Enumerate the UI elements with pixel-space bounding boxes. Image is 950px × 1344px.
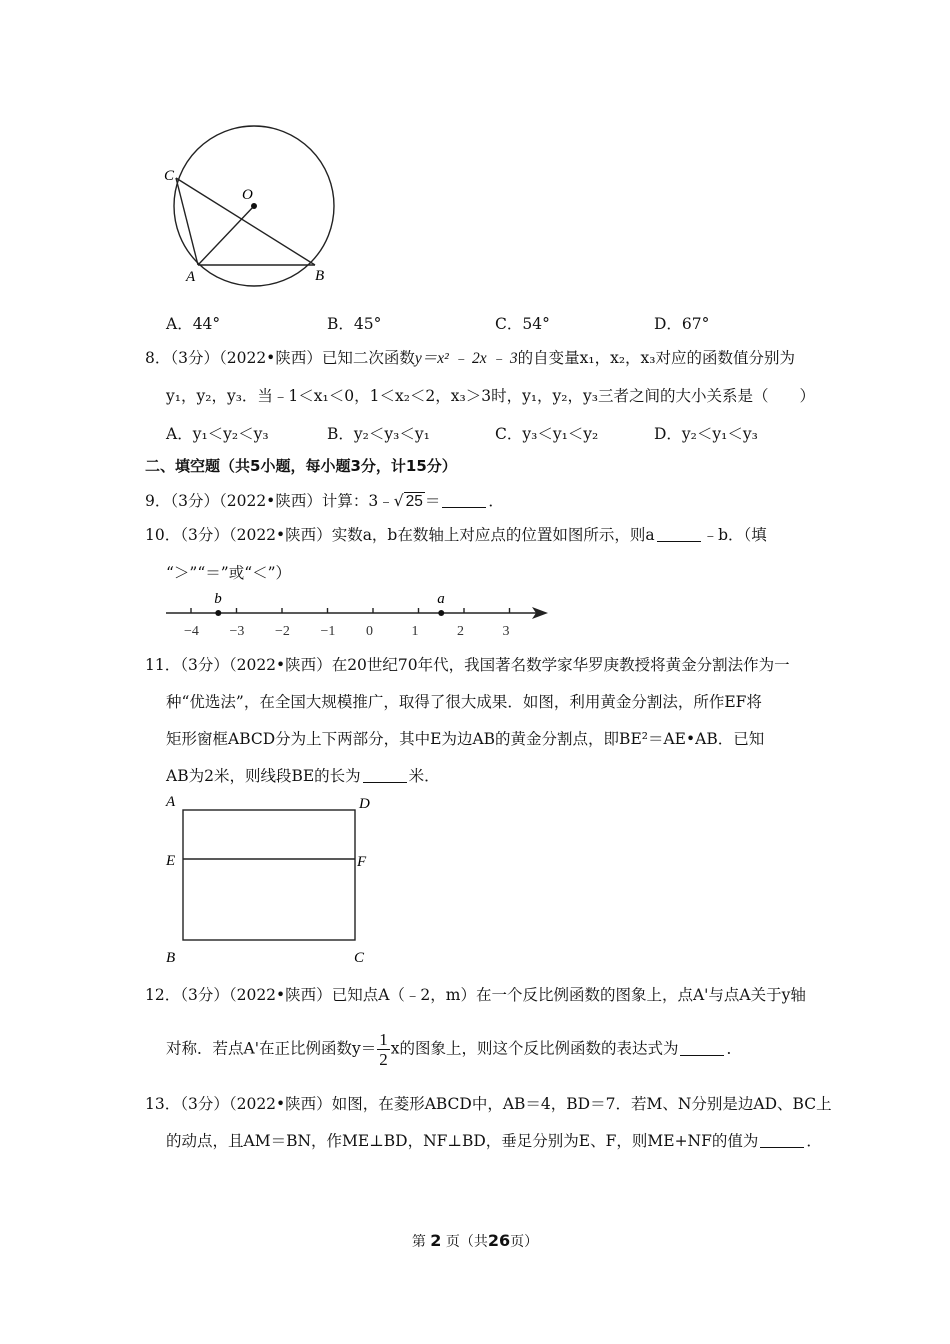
footer-prefix: 第 bbox=[411, 1234, 426, 1250]
q8-option-c[interactable]: C．y₃＜y₁＜y₂ bbox=[495, 425, 599, 443]
radius-oa bbox=[198, 206, 254, 265]
q8-number: 8． bbox=[145, 349, 171, 367]
point-label-a: a bbox=[437, 591, 445, 607]
label-c: C bbox=[354, 950, 365, 966]
q11-line4-end: 米． bbox=[408, 767, 440, 785]
q7-option-d[interactable]: D．67° bbox=[654, 315, 710, 333]
q12-meta: （3分）（2022•陕西） bbox=[180, 986, 332, 1004]
center-point bbox=[251, 203, 257, 209]
page-footer bbox=[0, 1231, 950, 1251]
q8-function: y＝x² ﹣ 2x ﹣ 3 bbox=[414, 350, 518, 367]
axis-tick-label: −4 bbox=[184, 624, 199, 639]
q11-line4-text: AB为2米，则线段BE的长为 bbox=[166, 767, 361, 785]
footer-page-number: 2 bbox=[430, 1231, 442, 1250]
axis-tick-label: 1 bbox=[411, 624, 419, 639]
q10-line2: “＞”“＝”或“＜”） bbox=[166, 564, 292, 582]
q12-line2-tail: x的图象上，则这个反比例函数的表达式为 bbox=[390, 1039, 679, 1058]
q12-text: 已知点A（﹣2，m）在一个反比例函数的图象上，点A'与点A关于y轴 bbox=[331, 986, 806, 1004]
footer-mid: 页（共 bbox=[445, 1234, 488, 1250]
q13-meta: （3分）（2022•陕西） bbox=[180, 1095, 332, 1113]
number-line bbox=[160, 588, 560, 644]
q8-option-b[interactable]: B．y₂＜y₃＜y₁ bbox=[327, 425, 430, 443]
q9-eq: ＝ bbox=[424, 492, 441, 510]
q13-line1 bbox=[145, 1092, 832, 1114]
q12-frac-den: 2 bbox=[379, 1050, 388, 1069]
q8-option-d[interactable]: D．y₂＜y₁＜y₃ bbox=[654, 425, 758, 443]
label-o: O bbox=[242, 187, 253, 203]
q9-line bbox=[145, 489, 504, 511]
q12-line1 bbox=[145, 983, 806, 1005]
q11-line3: 矩形窗框ABCD分为上下两部分，其中E为边AB的黄金分割点，即BE²＝AE•AB．已知 bbox=[166, 730, 765, 748]
rectangle-figure bbox=[160, 790, 390, 970]
label-d: D bbox=[359, 796, 370, 812]
q13-text: 如图，在菱形ABCD中，AB＝4，BD＝7．若M、N分别是边AD、BC上 bbox=[331, 1095, 832, 1113]
point-b bbox=[215, 610, 221, 616]
q12-line2 bbox=[166, 1030, 742, 1069]
q12-line2-text: 对称．若点A'在正比例函数y＝ bbox=[166, 1039, 377, 1058]
q12-number: 12． bbox=[145, 986, 181, 1004]
q10-number: 10． bbox=[145, 526, 181, 544]
section-heading: 二、填空题（共5小题，每小题3分，计15分） bbox=[145, 457, 457, 475]
point-a bbox=[438, 610, 444, 616]
q10-meta: （3分）（2022•陕西） bbox=[180, 526, 332, 544]
axis-tick-label: 0 bbox=[366, 624, 373, 639]
q11-line4 bbox=[166, 764, 440, 786]
q8-text-tail: 的自变量x₁，x₂，x₃对应的函数值分别为 bbox=[517, 349, 796, 367]
q10-answer-blank[interactable] bbox=[657, 527, 701, 542]
q12-fraction bbox=[377, 1030, 390, 1069]
q7-option-b[interactable]: B．45° bbox=[327, 315, 382, 333]
label-a: A bbox=[186, 269, 196, 285]
axis-tick-label: 3 bbox=[502, 624, 510, 639]
chord-ca bbox=[176, 178, 198, 265]
axis-tick-label: −2 bbox=[275, 624, 290, 639]
label-c: C bbox=[164, 168, 175, 184]
q11-answer-blank[interactable] bbox=[363, 768, 407, 783]
label-a: A bbox=[166, 794, 176, 810]
q12-frac-num: 1 bbox=[379, 1030, 388, 1049]
q9-text: 计算：3﹣ bbox=[321, 492, 394, 510]
q10-tail: ﹣b．（填 bbox=[702, 526, 767, 544]
q9-sqrt: √ 25 bbox=[393, 492, 423, 510]
q7-option-a[interactable]: A．44° bbox=[166, 315, 221, 333]
q13-answer-blank[interactable] bbox=[760, 1133, 804, 1148]
q9-number: 9． bbox=[145, 492, 171, 510]
q9-radicand: 25 bbox=[405, 493, 423, 510]
window-frame bbox=[183, 810, 355, 940]
q13-end: ． bbox=[806, 1132, 822, 1150]
q8-text: 已知二次函数 bbox=[321, 349, 415, 367]
label-b: B bbox=[315, 268, 325, 284]
axis-tick-label: −1 bbox=[320, 624, 336, 639]
footer-total-pages: 26 bbox=[487, 1231, 511, 1250]
q13-line2 bbox=[166, 1129, 822, 1151]
q8-option-a[interactable]: A．y₁＜y₂＜y₃ bbox=[166, 425, 269, 443]
q12-end: ． bbox=[726, 1039, 742, 1058]
axis-tick-label: −3 bbox=[229, 624, 245, 639]
q12-answer-blank[interactable] bbox=[680, 1041, 724, 1056]
point-label-b: b bbox=[214, 591, 222, 607]
footer-suffix: 页） bbox=[510, 1234, 539, 1250]
q11-number: 11． bbox=[145, 656, 181, 674]
q9-meta: （3分）（2022•陕西） bbox=[170, 492, 322, 510]
q8-line2: y₁，y₂，y₃．当﹣1＜x₁＜0，1＜x₂＜2，x₃＞3时，y₁，y₂，y₃三者之间的大小关系是（ ） bbox=[166, 387, 815, 405]
q8-meta: （3分）（2022•陕西） bbox=[170, 349, 322, 367]
q9-answer-blank[interactable] bbox=[442, 493, 486, 508]
q10-line1 bbox=[145, 523, 767, 545]
q11-line2: 种“优选法”，在全国大规模推广，取得了很大成果．如图，利用黄金分割法，所作EF将 bbox=[166, 693, 762, 711]
label-b: B bbox=[166, 950, 176, 966]
q7-option-c[interactable]: C．54° bbox=[495, 315, 550, 333]
axis-tick-label: 2 bbox=[457, 624, 464, 639]
q11-text: 在20世纪70年代，我国著名数学家华罗庚教授将黄金分割法作为一 bbox=[331, 656, 790, 674]
q10-text: 实数a，b在数轴上对应点的位置如图所示，则a bbox=[331, 526, 655, 544]
q8-line1 bbox=[145, 346, 795, 368]
q11-line1 bbox=[145, 653, 790, 675]
q13-number: 13． bbox=[145, 1095, 181, 1113]
circle-figure bbox=[160, 120, 360, 295]
q11-meta: （3分）（2022•陕西） bbox=[180, 656, 332, 674]
q9-end: ． bbox=[488, 492, 504, 510]
q13-line2-text: 的动点，且AM＝BN，作ME⊥BD，NF⊥BD，垂足分别为E、F，则ME+NF的值为 bbox=[166, 1132, 759, 1150]
label-f: F bbox=[357, 854, 367, 870]
label-e: E bbox=[166, 853, 176, 869]
